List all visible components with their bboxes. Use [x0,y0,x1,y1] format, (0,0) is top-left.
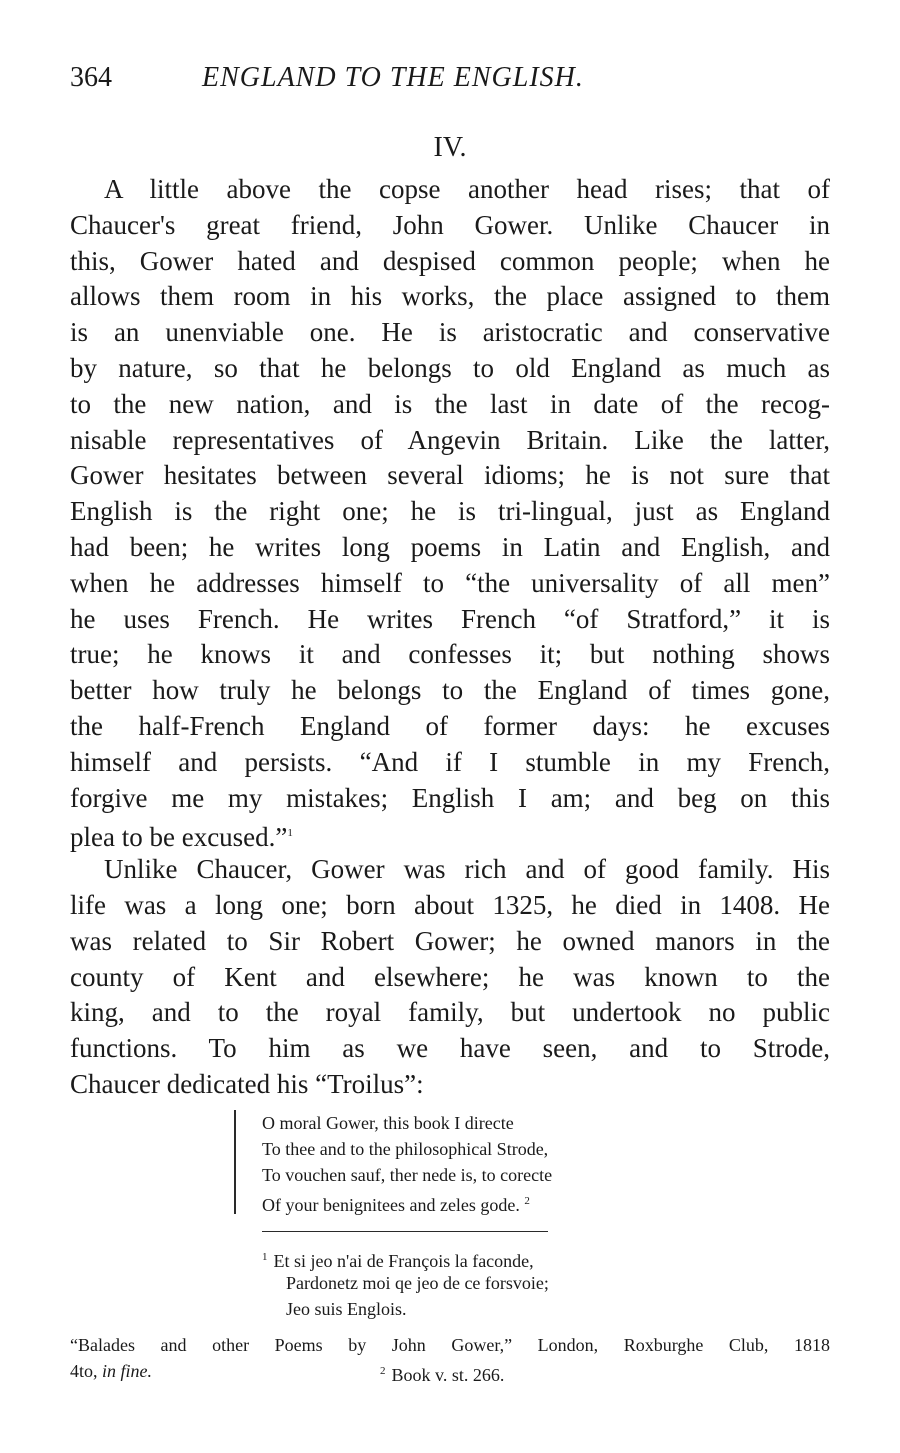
text-line: when he addresses himself to “the universality of all men” [70,567,830,598]
body-text [70,172,830,1103]
text-line: functions. To him as we have seen, and to Strode, [70,1033,830,1064]
text-line: by nature, so that he belongs to old England as much as [70,352,830,383]
text-line-with-footnote [70,816,830,852]
text-line: had been; he writes long poems in Latin and English, and [70,531,830,562]
text-line: allows them room in his works, the place assigned to them [70,281,830,312]
footnote-text: Et si jeo n'ai de François la faconde, [273,1251,534,1271]
text-line: himself and persists. “And if I stumble in my French, [70,746,830,777]
text-line: the half-French England of former days: he excuses [70,710,830,741]
text-line: Gower hesitates between several idioms; he is not sure that [70,460,830,491]
running-head [70,62,830,102]
text-line: true; he knows it and confesses it; but nothing shows [70,639,830,670]
text-line: Chaucer's great friend, John Gower. Unlike Chaucer in [70,209,830,240]
text-line: to the new nation, and is the last in date of the recog- [70,388,830,419]
footnote-1 [262,1244,822,1322]
text-line: nisable representatives of Angevin Britain. Like the latter, [70,424,830,455]
footnote-line: Jeo suis Englois. [286,1299,407,1319]
citation-line: “Balades and other Poems by John Gower,” London, Roxburghe Club, 1818 [70,1335,830,1355]
page-number: 364 [70,62,112,93]
footnote-2 [380,1358,504,1388]
footnote-2-text: Book v. st. 266. [391,1365,505,1385]
text-line: plea to be excused.” [70,822,288,853]
verse-line: To vouchen sauf, ther nede is, to corecte [262,1165,553,1185]
footnote-citation [70,1332,830,1385]
text-line: was related to Sir Robert Gower; he owned manors in the [70,925,830,956]
footnote-marker-2: 2 [524,1195,530,1207]
citation-format [70,1358,152,1384]
text-line: A little above the copse another head rises; that of [104,174,830,204]
running-title: ENGLAND TO THE ENGLISH. [202,62,584,93]
verse-line: Of your benignitees and zeles gode. [262,1195,520,1215]
footnote-2-marker: 2 [380,1365,386,1377]
text-line: this, Gower hated and despised common people; when he [70,245,830,276]
text-line: he uses French. He writes French “of Stratford,” it is [70,603,830,634]
text-line: better how truly he belongs to the England of times gone, [70,675,830,706]
footnote-line [262,1244,822,1270]
footnote-line: Pardonetz moi qe jeo de ce forsvoie; [286,1273,549,1293]
footnote-1-marker: 1 [262,1251,268,1263]
footnote-divider [262,1231,548,1232]
text-line: king, and to the royal family, but undertook no public [70,997,830,1028]
verse-line: To thee and to the philosophical Strode, [262,1139,549,1159]
verse-line-with-footnote [262,1188,702,1214]
text-line: county of Kent and elsewhere; he was known to the [70,961,830,992]
text-line: Unlike Chaucer, Gower was rich and of good family. His [104,854,830,885]
citation-italic: in fine. [102,1361,153,1381]
text-line: Chaucer dedicated his “Troilus”: [70,1068,424,1099]
text-line: life was a long one; born about 1325, he died in 1408. He [70,889,830,920]
verse-line: O moral Gower, this book I directe [262,1113,514,1133]
text-line: English is the right one; he is tri-lingual, just as England [70,496,830,527]
section-heading: IV. [433,132,467,163]
citation-format-text: 4to, [70,1361,98,1381]
footnote-marker-1: 1 [287,827,293,840]
text-line: forgive me my mistakes; English I am; and beg on this [70,782,830,813]
text-line: is an unenviable one. He is aristocratic and conservative [70,317,830,348]
verse-quotation [234,1110,702,1214]
